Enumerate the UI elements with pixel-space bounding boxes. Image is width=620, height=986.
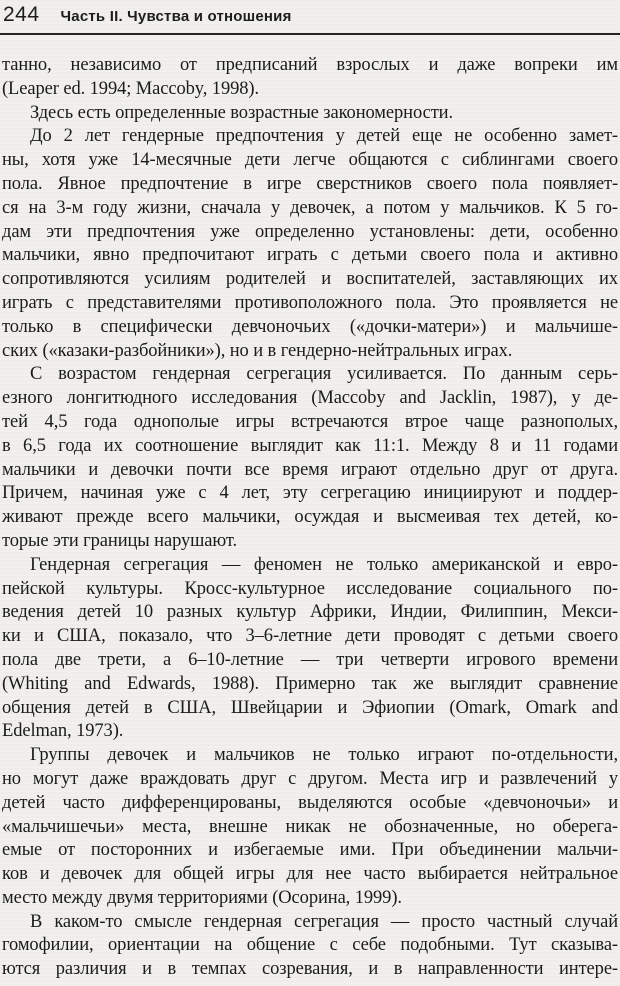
text-line: езного лонгитюдного исследования (Maccoby and Jacklin, 1987), у де- — [2, 388, 618, 409]
text-line: пола. Явное предпочтение в игре сверстников своего пола появляет- — [2, 173, 618, 194]
text-line: пейской культуры. Кросс-культурное исследование социального по- — [2, 578, 618, 599]
text-line: ны, хотя уже 14-месячные дети легче общаются с сиблингами своего — [2, 150, 618, 171]
text-line: но могут даже враждовать друг с другом. Места игр и развлечений у — [2, 768, 618, 789]
text-line: (Leaper ed. 1994; Maccoby, 1998). — [2, 78, 259, 99]
text-line: пола две трети, а 6–10-летние — три четверти игрового времени — [2, 649, 618, 670]
page-number: 244 — [3, 3, 40, 26]
text-line: мальчики и девочки почти все время играют отдельно друг от друга. — [2, 459, 618, 480]
text-line: дам эти предпочтения уже определенно установлены: дети, особенно — [2, 221, 618, 242]
text-line: место между двумя территориями (Осорина, 1999). — [2, 887, 402, 908]
text-line: мальчики, явно предпочитают играть с детьми своего пола и активно — [2, 245, 618, 266]
text-line: Edelman, 1973). — [2, 721, 124, 742]
text-line: До 2 лет гендерные предпочтения у детей еще не особенно замет- — [30, 126, 618, 147]
text-line: торые эти границы нарушают. — [2, 530, 237, 551]
text-line: ки и США, показало, что 3–6-летние дети проводят с детьми своего — [2, 626, 618, 647]
text-line: В каком-то смысле гендерная сегрегация — просто частный случай — [30, 911, 618, 932]
text-line: ков и девочек для общей игры для нее часто выбирается нейтральное — [2, 864, 618, 885]
text-line: Группы девочек и мальчиков не только играют по-отдельности, — [30, 745, 618, 766]
text-line: Гендерная сегрегация — феномен не только американской и евро- — [30, 554, 618, 575]
page-body — [2, 54, 618, 982]
text-line: «мальчишечьи» места, внешне никак не обозначенные, но оберега- — [2, 816, 618, 837]
chapter-title: Часть II. Чувства и отношения — [60, 8, 292, 25]
text-line: ются различия и в темпах созревания, и в направленности интере- — [2, 959, 618, 980]
header-rule — [0, 33, 620, 35]
text-line: ведения детей 10 разных культур Африки, Индии, Филиппин, Мекси- — [2, 602, 618, 623]
text-line: гомофилии, ориентации на общение с себе подобными. Тут сказыва- — [2, 935, 618, 956]
text-line: живают прежде всего мальчики, осуждая и высмеивая тех детей, ко- — [2, 507, 618, 528]
text-line: ся на 3-м году жизни, сначала у девочек, а потом у мальчиков. К 5 го- — [2, 197, 618, 218]
text-line: С возрастом гендерная сегрегация усиливается. По данным серь- — [30, 364, 618, 385]
text-line: общения детей в США, Швейцарии и Эфиопии (Omark, Omark and — [2, 697, 618, 718]
text-line: только в специфически девчоночьих («дочки-матери») и мальчише- — [2, 316, 618, 337]
text-line: Причем, начиная уже с 4 лет, эту сегрегацию инициируют и поддер- — [2, 483, 618, 504]
text-line: в 6,5 года их соотношение выглядит как 11:1. Между 8 и 11 годами — [2, 435, 618, 456]
text-line: сопротивляются усилиям родителей и воспитателей, заставляющих их — [2, 269, 618, 290]
text-line: детей часто дифференцированы, выделяются особые «девчоночьи» и — [2, 792, 618, 813]
text-line: ских («казаки-разбойники»), но и в гендерно-нейтральных играх. — [2, 340, 513, 361]
text-line: емые от посторонних и избегаемые ими. При объединении мальчи- — [2, 840, 618, 861]
text-line: играть с представителями противоположного пола. Это проявляется не — [2, 292, 618, 313]
page-header — [0, 0, 620, 29]
text-line: тей 4,5 года однополые игры встречаются втрое чаще разнополых, — [2, 411, 618, 432]
text-line: (Whiting and Edwards, 1988). Примерно так же выглядит сравнение — [2, 673, 618, 694]
text-line: танно, независимо от предписаний взрослых и даже вопреки им — [2, 55, 618, 75]
text-line: Здесь есть определенные возрастные закономерности. — [30, 102, 454, 123]
